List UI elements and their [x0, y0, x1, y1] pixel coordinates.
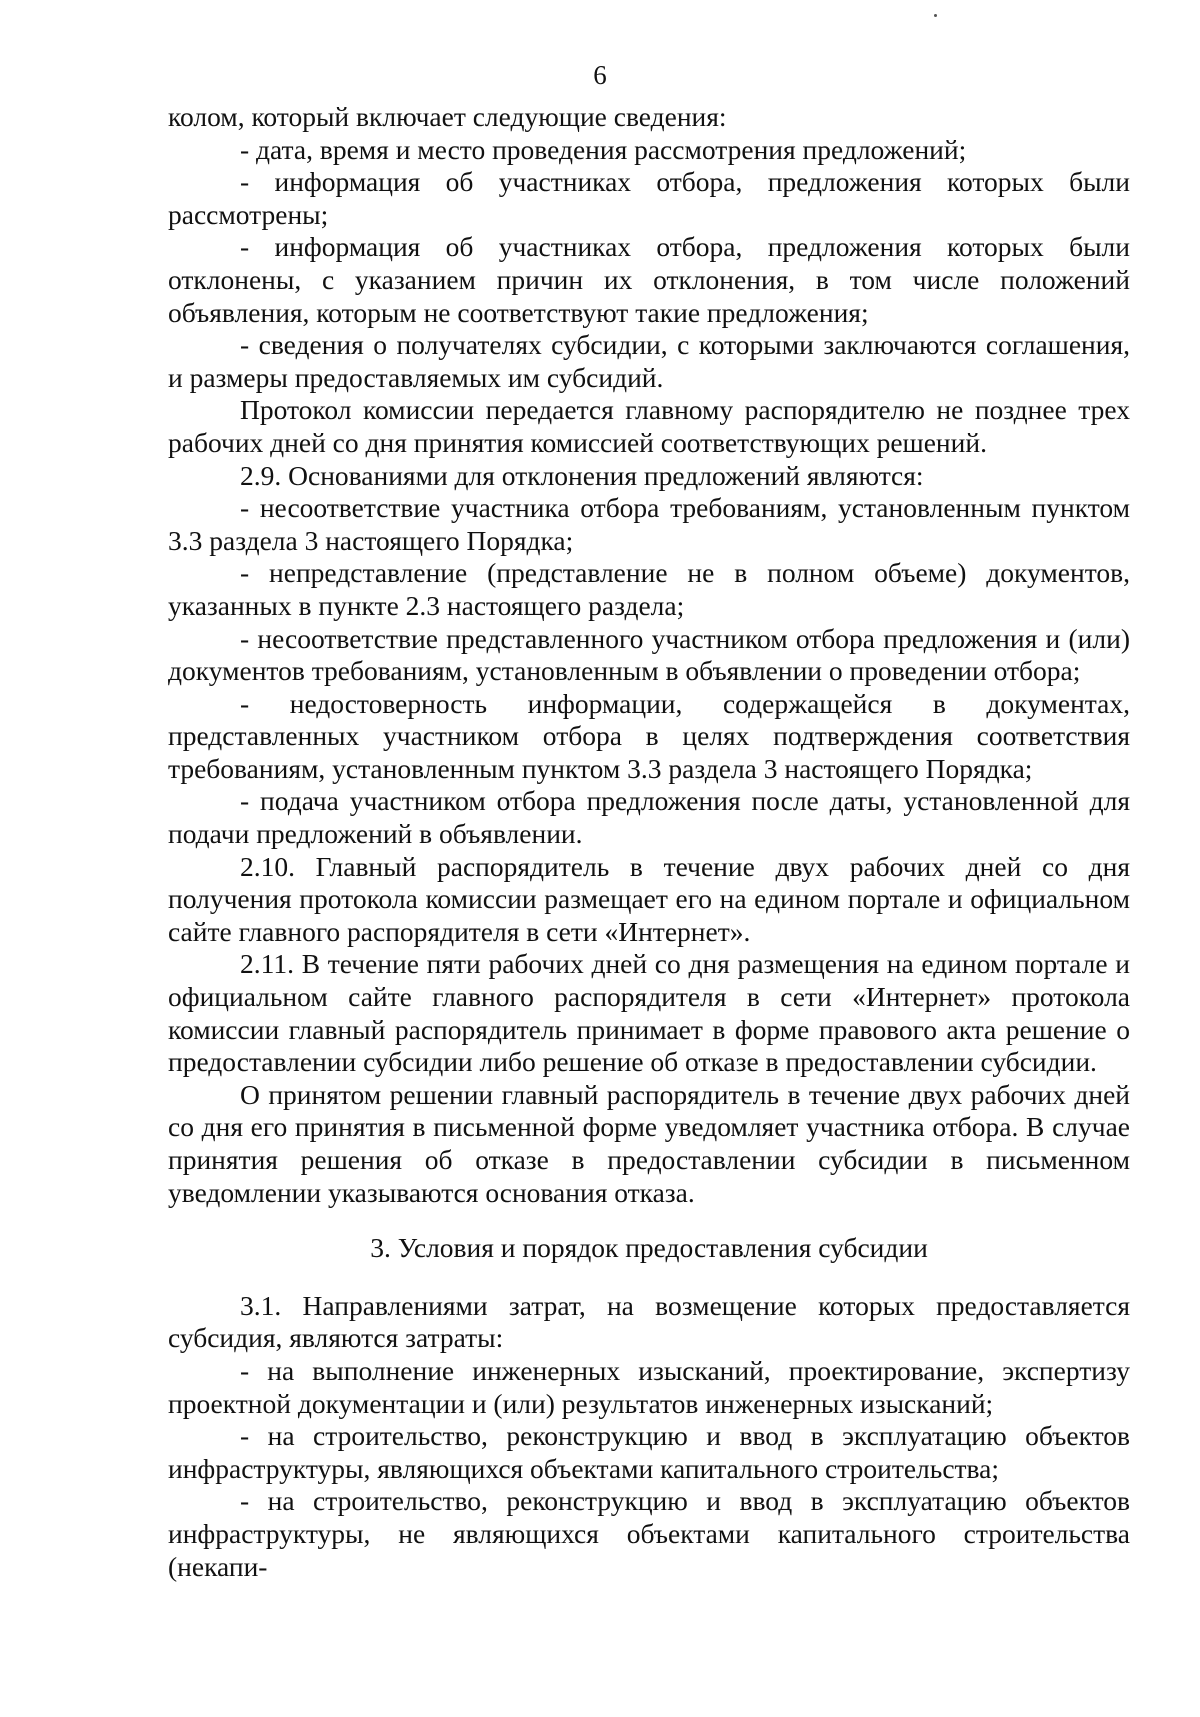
- list-item: - на выполнение инженерных изысканий, проектирование, экспертизу проектной документации и (или) результатов инженерных изысканий;: [168, 1354, 1130, 1419]
- list-item: - сведения о получателях субсидии, с которыми заключаются соглашения, и размеры предоставляемых им субсидий.: [168, 329, 1130, 393]
- clause-2-9: 2.9. Основаниями для отклонения предложений являются:: [240, 459, 924, 491]
- clause-2-10: 2.10. Главный распорядитель в течение двух рабочих дней со дня получения протокола комиссии размещает его на едином портале и официальном сайте главного распорядителя в сети «Интернет».: [168, 850, 1130, 947]
- paragraph: Протокол комиссии передается главному распорядителю не позднее трех рабочих дней со дня принятия комиссией соответствующих решений.: [168, 394, 1130, 458]
- list-item: - на строительство, реконструкцию и ввод в эксплуатацию объектов инфраструктуры, являющихся объектами капитального строительства;: [168, 1420, 1130, 1484]
- list-item: - информация об участниках отбора, предложения которых были рассмотрены;: [168, 166, 1130, 230]
- list-item: - на строительство, реконструкцию и ввод в эксплуатацию объектов инфраструктуры, не являющихся объектами капитального строительства (некапи-: [168, 1485, 1130, 1582]
- scan-speck: [934, 14, 937, 17]
- list-item: - несоответствие участника отбора требованиям, установленным пунктом 3.3 раздела 3 настоящего Порядка;: [168, 492, 1130, 556]
- list-item: - дата, время и место проведения рассмотрения предложений;: [240, 133, 967, 165]
- paragraph: О принятом решении главный распорядитель в течение двух рабочих дней со дня его принятия в письменной форме уведомляет участника отбора. В случае принятия решения об отказе в предоставлении субсидии в письменном уведомлении указываются основания отказа.: [168, 1078, 1130, 1208]
- clause-3-1: 3.1. Направлениями затрат, на возмещение которых предоставляется субсидия, являются затраты:: [168, 1289, 1130, 1354]
- list-item: - непредставление (представление не в полном объеме) документов, указанных в пункте 2.3 настоящего раздела;: [168, 557, 1130, 621]
- list-item: - подача участником отбора предложения после даты, установленной для подачи предложений в объявлении.: [168, 785, 1130, 850]
- list-item: - информация об участниках отбора, предложения которых были отклонены, с указанием причин их отклонения, в том числе положений объявления, которым не соответствуют такие предложения;: [168, 231, 1130, 328]
- section-heading: 3. Условия и порядок предоставления субсидии: [370, 1232, 928, 1264]
- document-body: [168, 101, 1130, 1583]
- paragraph: колом, который включает следующие сведения:: [168, 101, 727, 132]
- clause-2-11: 2.11. В течение пяти рабочих дней со дня размещения на едином портале и официальном сайте главного распорядителя в сети «Интернет» протокола комиссии главный распорядитель принимает в форме правового акта решение о предоставлении субсидии либо решение об отказе в предоставлении субсидии.: [168, 948, 1130, 1078]
- list-item: - несоответствие представленного участником отбора предложения и (или) документов требованиям, установленным в объявлении о проведении отбора;: [168, 622, 1130, 687]
- page-number: 6: [593, 60, 607, 90]
- list-item: - недостоверность информации, содержащейся в документах, представленных участником отбора в целях подтверждения соответствия требованиям, установленным пунктом 3.3 раздела 3 настоящего Порядка;: [168, 687, 1130, 784]
